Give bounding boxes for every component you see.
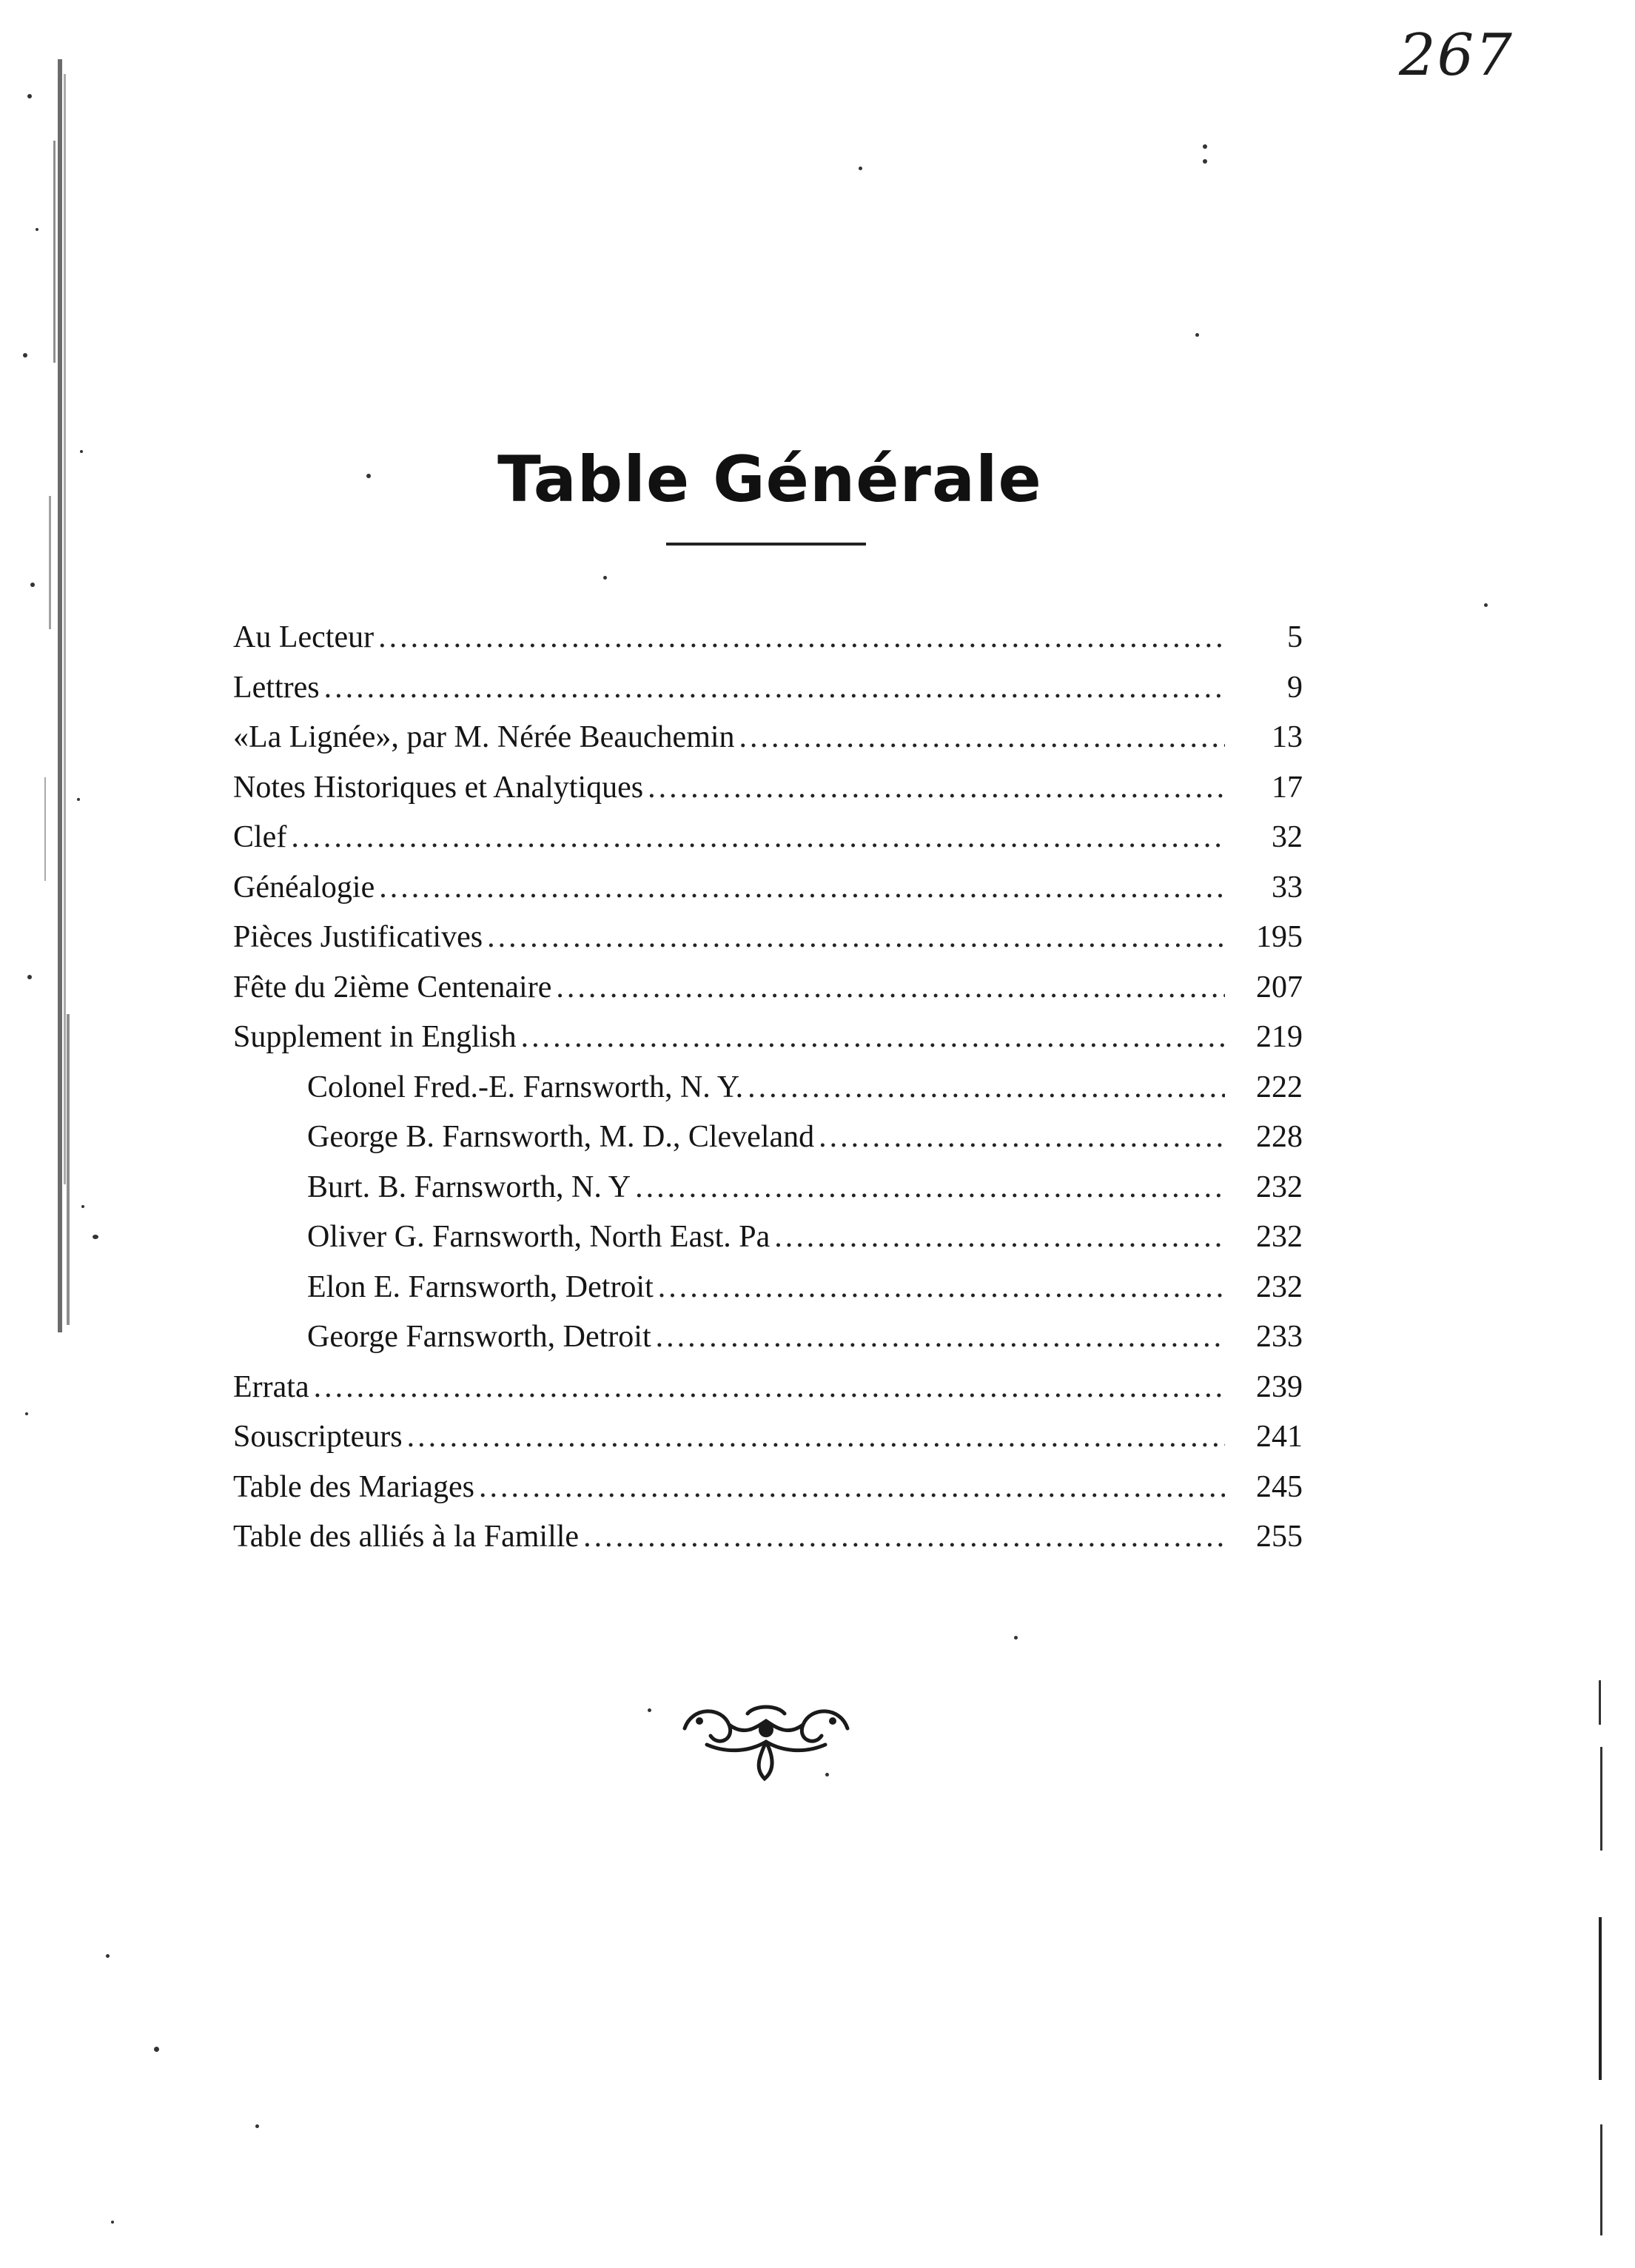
scan-speck xyxy=(1484,603,1488,607)
scan-speck xyxy=(648,1708,651,1712)
toc-entry-label: Pièces Justificatives xyxy=(233,920,483,954)
ornament-icon xyxy=(677,1699,855,1784)
dot-leader xyxy=(378,613,1225,663)
toc-entry-page: 32 xyxy=(1272,820,1303,854)
handwritten-page-number: 267 xyxy=(1399,22,1514,89)
dot-leader xyxy=(487,913,1225,963)
toc-entry xyxy=(233,1512,1303,1563)
scan-speck xyxy=(1203,144,1207,149)
toc-entry xyxy=(233,1312,1303,1363)
toc-entry-page: 222 xyxy=(1256,1070,1303,1104)
dot-leader xyxy=(658,1263,1225,1313)
toc-entry-label: Lettres xyxy=(233,670,320,705)
dot-leader xyxy=(324,663,1225,714)
scan-speck xyxy=(603,576,607,580)
right-edge-marks xyxy=(1590,1680,1612,2243)
dot-leader xyxy=(739,713,1225,763)
toc-entry-label: Burt. B. Farnsworth, N. Y xyxy=(307,1170,631,1204)
toc-entry-page: 245 xyxy=(1256,1469,1303,1504)
scan-speck xyxy=(1203,159,1207,164)
scan-speck xyxy=(859,167,862,170)
dot-leader xyxy=(291,813,1225,863)
toc-entry-label: George B. Farnsworth, M. D., Cleveland xyxy=(307,1120,815,1154)
toc-entry-page: 241 xyxy=(1256,1420,1303,1454)
page-title: Table Générale xyxy=(497,442,1042,517)
scan-speck xyxy=(93,1235,98,1239)
toc-entry-page: 9 xyxy=(1287,670,1303,705)
toc-entry-label: Table des alliés à la Famille xyxy=(233,1520,580,1554)
toc-entry-page: 17 xyxy=(1272,770,1303,805)
toc-entry-page: 232 xyxy=(1256,1269,1303,1304)
toc-entry-page: 232 xyxy=(1256,1220,1303,1254)
toc-entry-label: Notes Historiques et Analytiques xyxy=(233,770,644,805)
toc-entry xyxy=(233,713,1303,763)
toc-entry-label: Souscripteurs xyxy=(233,1420,403,1454)
toc-entry-label: Généalogie xyxy=(233,870,375,905)
toc-entry-page: 228 xyxy=(1256,1120,1303,1154)
toc-entry-label: Oliver G. Farnsworth, North East. Pa xyxy=(307,1220,771,1254)
dot-leader xyxy=(648,763,1225,813)
toc-entry-page: 233 xyxy=(1256,1320,1303,1354)
toc-entry xyxy=(233,813,1303,863)
dot-leader xyxy=(774,1212,1225,1263)
scan-speck xyxy=(1014,1636,1018,1640)
scan-speck xyxy=(154,2047,159,2052)
toc-entry-label: Colonel Fred.-E. Farnsworth, N. Y. xyxy=(307,1070,744,1104)
toc-entry xyxy=(233,963,1303,1013)
toc-entry xyxy=(233,1113,1303,1163)
dot-leader xyxy=(583,1512,1225,1563)
dot-leader xyxy=(379,863,1225,913)
toc-entry-label: «La Lignée», par M. Nérée Beauchemin xyxy=(233,720,735,754)
toc-entry xyxy=(233,613,1303,663)
toc-entry-page: 33 xyxy=(1272,870,1303,905)
scan-speck xyxy=(106,1954,110,1958)
toc-entry-label: Supplement in English xyxy=(233,1020,517,1054)
scan-speck xyxy=(1195,333,1199,337)
toc-entry-page: 219 xyxy=(1256,1020,1303,1054)
toc-entry-page: 255 xyxy=(1256,1520,1303,1554)
toc-entry xyxy=(233,913,1303,963)
dot-leader xyxy=(656,1312,1225,1363)
toc-entry xyxy=(233,1363,1303,1413)
dot-leader xyxy=(407,1412,1225,1463)
toc-entry-label: Table des Mariages xyxy=(233,1469,474,1504)
table-of-contents xyxy=(233,613,1303,1563)
toc-entry xyxy=(233,1263,1303,1313)
toc-entry xyxy=(233,1463,1303,1513)
dot-leader xyxy=(314,1363,1225,1413)
toc-entry-page: 13 xyxy=(1272,720,1303,754)
toc-entry-page: 195 xyxy=(1256,920,1303,954)
toc-entry xyxy=(233,1013,1303,1063)
toc-entry xyxy=(233,663,1303,714)
toc-entry xyxy=(233,1412,1303,1463)
title-rule xyxy=(666,543,866,546)
toc-entry-label: Au Lecteur xyxy=(233,620,375,654)
binding-edge-marks xyxy=(15,52,96,1443)
dot-leader xyxy=(635,1163,1225,1213)
dot-leader xyxy=(748,1063,1225,1113)
toc-entry-page: 5 xyxy=(1287,620,1303,654)
toc-entry xyxy=(233,863,1303,913)
toc-entry-page: 232 xyxy=(1256,1170,1303,1204)
toc-entry-label: George Farnsworth, Detroit xyxy=(307,1320,651,1354)
toc-entry xyxy=(233,1163,1303,1213)
toc-entry xyxy=(233,763,1303,813)
toc-entry-page: 207 xyxy=(1256,970,1303,1004)
scan-speck xyxy=(111,2221,114,2224)
toc-entry-label: Elon E. Farnsworth, Detroit xyxy=(307,1269,654,1304)
toc-entry xyxy=(233,1063,1303,1113)
toc-entry-label: Clef xyxy=(233,820,287,854)
scan-speck xyxy=(255,2124,259,2128)
dot-leader xyxy=(521,1013,1225,1063)
dot-leader xyxy=(819,1113,1225,1163)
toc-entry-label: Fête du 2ième Centenaire xyxy=(233,970,552,1004)
toc-entry-page: 239 xyxy=(1256,1369,1303,1404)
dot-leader xyxy=(479,1463,1225,1513)
dot-leader xyxy=(556,963,1225,1013)
toc-entry-label: Errata xyxy=(233,1369,309,1404)
toc-entry xyxy=(233,1212,1303,1263)
